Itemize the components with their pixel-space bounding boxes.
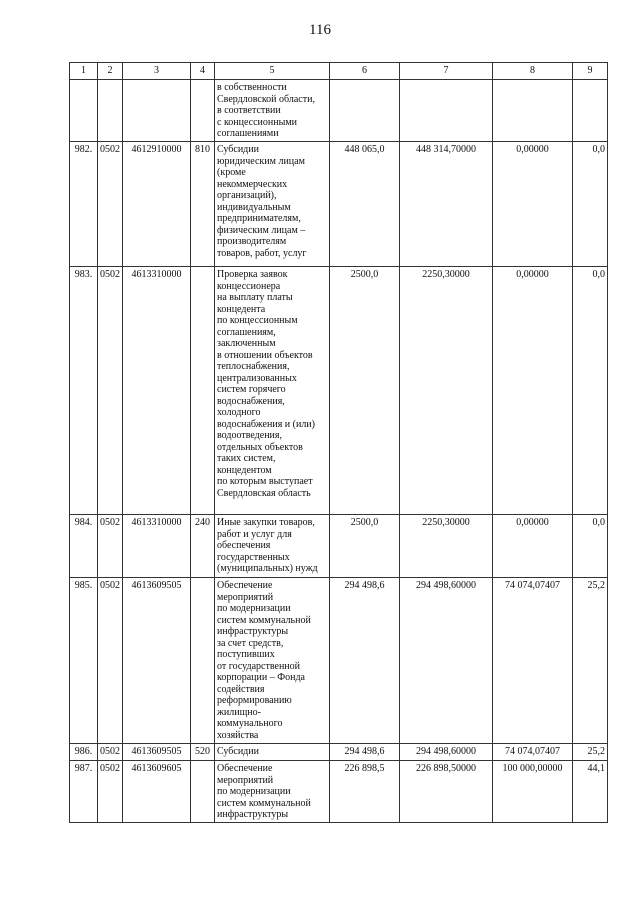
row-number: 985. [70, 578, 98, 744]
executed-amount [493, 80, 573, 142]
expense-type-code: 240 [191, 515, 215, 578]
table-row [70, 761, 608, 823]
planned-amount: 294 498,6 [330, 578, 400, 744]
header-cell: 3 [123, 63, 191, 80]
article-code: 4613310000 [123, 267, 191, 515]
table-row [70, 578, 608, 744]
expense-type-code [191, 578, 215, 744]
execution-percent: 0,0 [573, 267, 608, 515]
expense-type-code: 520 [191, 744, 215, 761]
planned-amount: 448 065,0 [330, 142, 400, 267]
planned-amount: 294 498,6 [330, 744, 400, 761]
article-code [123, 80, 191, 142]
table-row [70, 267, 608, 515]
execution-percent: 0,0 [573, 142, 608, 267]
approved-amount: 226 898,50000 [400, 761, 493, 823]
item-name: Обеспечение мероприятий по модернизации систем коммунальной инфраструктуры [215, 761, 330, 823]
execution-percent: 25,2 [573, 744, 608, 761]
row-number: 982. [70, 142, 98, 267]
execution-percent: 44,1 [573, 761, 608, 823]
table-row [70, 515, 608, 578]
section-code: 0502 [98, 578, 123, 744]
planned-amount: 2500,0 [330, 267, 400, 515]
article-code: 4612910000 [123, 142, 191, 267]
article-code: 4613609505 [123, 744, 191, 761]
expense-type-code [191, 761, 215, 823]
execution-percent: 25,2 [573, 578, 608, 744]
item-name: Иные закупки товаров, работ и услуг для обеспечения государственных (муниципальных) нужд [215, 515, 330, 578]
executed-amount: 0,00000 [493, 142, 573, 267]
approved-amount: 448 314,70000 [400, 142, 493, 267]
planned-amount [330, 80, 400, 142]
executed-amount: 0,00000 [493, 515, 573, 578]
table-body [70, 80, 608, 823]
execution-percent [573, 80, 608, 142]
table-row [70, 80, 608, 142]
approved-amount: 294 498,60000 [400, 578, 493, 744]
approved-amount: 294 498,60000 [400, 744, 493, 761]
planned-amount: 2500,0 [330, 515, 400, 578]
row-number: 986. [70, 744, 98, 761]
approved-amount: 2250,30000 [400, 515, 493, 578]
table-row [70, 142, 608, 267]
section-code [98, 80, 123, 142]
table-row [70, 744, 608, 761]
header-cell: 2 [98, 63, 123, 80]
article-code: 4613609505 [123, 578, 191, 744]
table-header-row [70, 63, 608, 80]
page-number: 116 [309, 22, 331, 38]
item-name: в собственности Свердловской области, в соответствии с концессионными соглашениями [215, 80, 330, 142]
header-cell: 6 [330, 63, 400, 80]
planned-amount: 226 898,5 [330, 761, 400, 823]
header-cell: 5 [215, 63, 330, 80]
row-number [70, 80, 98, 142]
execution-percent: 0,0 [573, 515, 608, 578]
item-name: Проверка заявок концессионера на выплату платы концедента по концессионным соглашениям, заключенным в отношении объектов теплоснабжения, централизованных систем горячего водоснабжения, холодного водоснабжения и (или) водоотведения, отдельных объектов таких систем, концедентом по которым выступает Свердловская область [215, 267, 330, 515]
expense-type-code: 810 [191, 142, 215, 267]
executed-amount: 74 074,07407 [493, 744, 573, 761]
row-number: 987. [70, 761, 98, 823]
header-cell: 1 [70, 63, 98, 80]
budget-table [69, 62, 608, 823]
article-code: 4613310000 [123, 515, 191, 578]
header-cell: 8 [493, 63, 573, 80]
section-code: 0502 [98, 267, 123, 515]
item-name: Субсидии [215, 744, 330, 761]
expense-type-code [191, 80, 215, 142]
section-code: 0502 [98, 761, 123, 823]
approved-amount: 2250,30000 [400, 267, 493, 515]
item-name: Субсидии юридическим лицам (кроме некоммерческих организаций), индивидуальным предпринимателям, физическим лицам – производителям товаров, работ, услуг [215, 142, 330, 267]
row-number: 984. [70, 515, 98, 578]
expense-type-code [191, 267, 215, 515]
header-cell: 4 [191, 63, 215, 80]
row-number: 983. [70, 267, 98, 515]
article-code: 4613609605 [123, 761, 191, 823]
section-code: 0502 [98, 515, 123, 578]
section-code: 0502 [98, 744, 123, 761]
section-code: 0502 [98, 142, 123, 267]
header-cell: 9 [573, 63, 608, 80]
approved-amount [400, 80, 493, 142]
executed-amount: 0,00000 [493, 267, 573, 515]
header-cell: 7 [400, 63, 493, 80]
executed-amount: 74 074,07407 [493, 578, 573, 744]
item-name: Обеспечение мероприятий по модернизации систем коммунальной инфраструктуры за счет средств, поступивших от государственной корпорации – Фонда содействия реформированию жилищно- коммунального хозяйства [215, 578, 330, 744]
executed-amount: 100 000,00000 [493, 761, 573, 823]
